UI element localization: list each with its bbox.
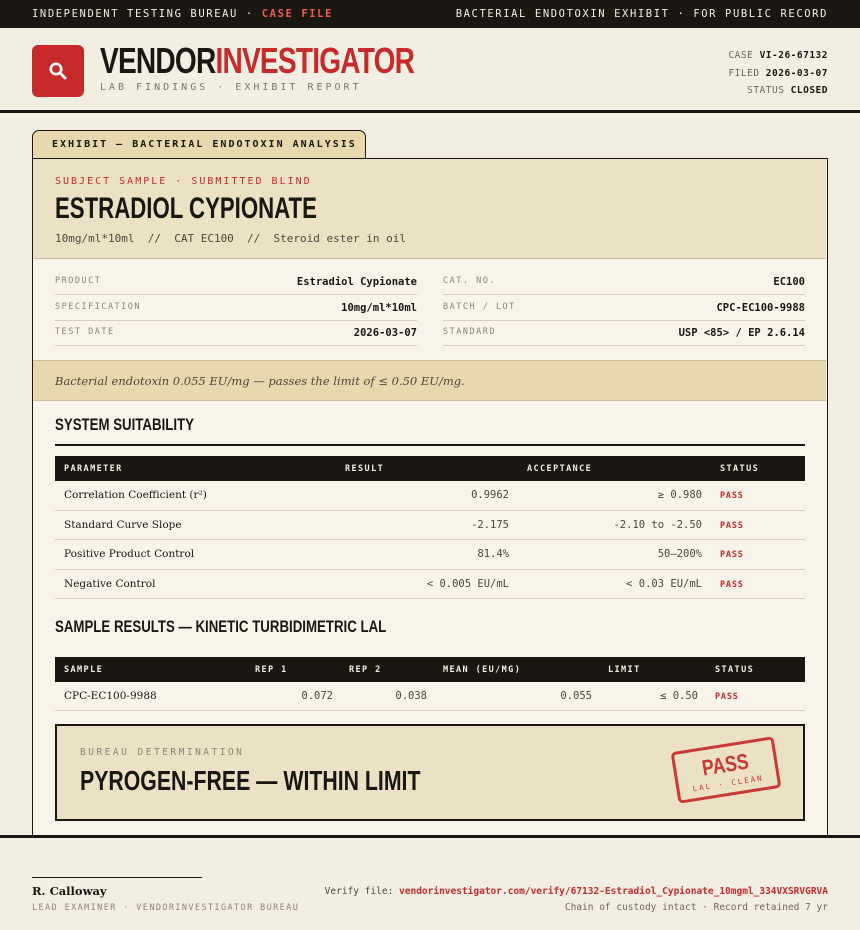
brand-vendor: VENDOR	[100, 40, 216, 81]
suitability-table-header: PARAMETER RESULT ACCEPTANCE STATUS	[55, 456, 805, 481]
suitability-rule	[55, 444, 805, 446]
subject-kicker: SUBJECT SAMPLE · SUBMITTED BLIND	[55, 176, 312, 187]
table-row: Correlation Coefficient (r²) 0.9962 ≥ 0.980 PASS	[55, 481, 805, 511]
case-number: VI-26-67132	[759, 50, 828, 61]
filed-date-line: FILED 2026-03-07	[728, 67, 828, 79]
footer-divider	[0, 835, 860, 838]
verify-file: Verify file: vendorinvestigator.com/verify/67132-Estradiol_Cypionate_10mgml_334VXSRVGRVA	[324, 886, 828, 897]
info-row-batch-lot: BATCH / LOT CPC-EC100-9988	[443, 297, 805, 321]
brand-wordmark[interactable]	[100, 40, 503, 82]
case-number-line: CASE VI-26-67132	[728, 50, 828, 61]
case-file-label: CASE FILE	[261, 8, 334, 20]
top-bar-left	[32, 8, 333, 20]
determination-kicker: BUREAU DETERMINATION	[80, 747, 245, 758]
determination-title: PYROGEN-FREE — WITHIN LIMIT	[80, 765, 421, 796]
status-badge: PASS	[720, 491, 744, 501]
signer-role: LEAD EXAMINER · VENDORINVESTIGATOR BUREAU	[32, 903, 300, 913]
top-bar	[0, 0, 860, 28]
status-line: STATUS CLOSED	[747, 85, 828, 96]
top-bar-right: BACTERIAL ENDOTOXIN EXHIBIT · FOR PUBLIC RECORD	[455, 8, 828, 20]
header-divider	[0, 110, 860, 113]
case-meta	[728, 47, 828, 100]
subject-title: ESTRADIOL CYPIONATE	[55, 192, 317, 225]
bureau-determination	[55, 724, 805, 821]
bureau-label: INDEPENDENT TESTING BUREAU ·	[32, 8, 262, 20]
status-badge: PASS	[715, 692, 739, 702]
table-row: CPC-EC100-9988 0.072 0.038 0.055 ≤ 0.50 PASS	[55, 682, 805, 711]
custody-note: Chain of custody intact · Record retained 7 yr	[564, 902, 828, 913]
exhibit-tab: EXHIBIT — BACTERIAL ENDOTOXIN ANALYSIS	[32, 130, 366, 159]
results-title: SAMPLE RESULTS — KINETIC TURBIDIMETRIC LAL	[55, 617, 387, 636]
signature-line	[32, 877, 202, 878]
verdict-summary: Bacterial endotoxin 0.055 EU/mg — passes the limit of ≤ 0.50 EU/mg.	[33, 360, 826, 401]
status-badge: PASS	[720, 550, 744, 560]
table-row: Standard Curve Slope -2.175 -2.10 to -2.50 PASS	[55, 511, 805, 541]
info-row-standard: STANDARD USP <85> / EP 2.6.14	[443, 322, 805, 346]
exhibit-card	[32, 158, 828, 837]
suitability-title: SYSTEM SUITABILITY	[55, 415, 194, 434]
info-row-test-date: TEST DATE 2026-03-07	[55, 322, 417, 346]
case-status: CLOSED	[790, 85, 828, 96]
status-badge: PASS	[720, 579, 744, 590]
signer-name: R. Calloway	[32, 884, 107, 898]
table-row: Positive Product Control 81.4% 50–200% PASS	[55, 540, 805, 570]
magnifier-icon	[48, 61, 68, 81]
filed-date: 2026-03-07	[765, 67, 828, 79]
subject-description: 10mg/ml*10ml // CAT EC100 // Steroid ester in oil	[55, 232, 406, 245]
subject-panel	[33, 159, 826, 259]
brand-tagline: LAB FINDINGS · EXHIBIT REPORT	[100, 82, 362, 93]
info-row-cat-no: CAT. NO. EC100	[443, 271, 805, 295]
logo-badge[interactable]	[32, 45, 84, 97]
brand-investigator: INVESTIGATOR	[215, 40, 415, 81]
status-badge: PASS	[720, 520, 744, 531]
table-row: Negative Control < 0.005 EU/mL < 0.03 EU/mL PASS	[55, 570, 805, 600]
results-table-header: SAMPLE REP 1 REP 2 MEAN (EU/MG) LIMIT STATUS	[55, 657, 805, 682]
verify-link[interactable]: vendorinvestigator.com/verify/67132-Estradiol_Cypionate_10mgml_334VXSRVGRVA	[399, 886, 828, 897]
pass-stamp: PASS LAL · CLEAN	[671, 736, 782, 804]
info-row-product: PRODUCT Estradiol Cypionate	[55, 271, 417, 295]
info-row-specification: SPECIFICATION 10mg/ml*10ml	[55, 297, 417, 321]
